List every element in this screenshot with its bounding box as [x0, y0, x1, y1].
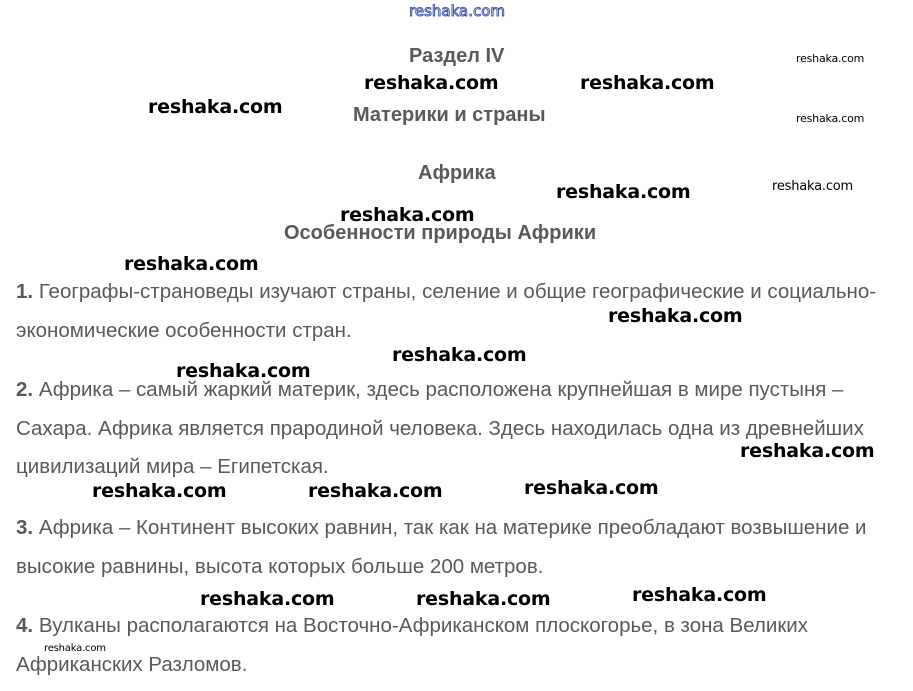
answer-number: 3. [16, 516, 34, 539]
watermark: reshaka.com [632, 584, 767, 606]
part-heading: Материки и страны [353, 104, 546, 126]
answer-text: Африка – Континент высоких равнин, так как на материке преобладают возвышение и высокие равнины, высота которых больше 200 метров. [16, 516, 867, 578]
answer-number: 1. [16, 280, 34, 303]
answer-4 [16, 607, 908, 684]
watermark: reshaka.com [608, 305, 743, 327]
answer-number: 4. [16, 614, 34, 637]
answer-2 [16, 371, 908, 487]
topic-heading: Особенности природы Африки [284, 222, 597, 244]
section-heading: Раздел IV [409, 45, 505, 67]
watermark: reshaka.com [364, 72, 499, 94]
watermark: reshaka.com [796, 52, 865, 65]
watermark: reshaka.com [92, 480, 227, 502]
watermark: reshaka.com [580, 72, 715, 94]
answer-number: 2. [16, 378, 34, 401]
watermark: reshaka.com [340, 204, 475, 226]
answer-text: Вулканы располагаются на Восточно-Африканском плоскогорье, в зона Великих Африканских Разломов. [16, 614, 808, 676]
watermark: reshaka.com [124, 253, 259, 275]
continent-heading: Африка [418, 162, 496, 184]
watermark: reshaka.com [148, 96, 283, 118]
watermark: reshaka.com [308, 480, 443, 502]
answer-1 [16, 273, 908, 350]
watermark: reshaka.com [416, 588, 551, 610]
top-watermark: reshaka.com [409, 2, 505, 20]
watermark: reshaka.com [392, 344, 527, 366]
watermark: reshaka.com [176, 360, 311, 382]
watermark: reshaka.com [200, 588, 335, 610]
answer-3 [16, 509, 908, 586]
answer-text: Географы-страноведы изучают страны, селение и общие географические и социально-экономические особенности стран. [16, 280, 877, 342]
answer-text: Африка – самый жаркий материк, здесь расположена крупнейшая в мире пустыня – Сахара. Африка является прародиной человека. Здесь находилась одна из древнейших цивилизаций мира – Египетская. [16, 378, 864, 478]
watermark: reshaka.com [772, 179, 853, 194]
watermark: reshaka.com [796, 112, 865, 125]
watermark: reshaka.com [740, 440, 875, 462]
watermark: reshaka.com [556, 181, 691, 203]
watermark: reshaka.com [44, 643, 106, 654]
watermark: reshaka.com [524, 477, 659, 499]
